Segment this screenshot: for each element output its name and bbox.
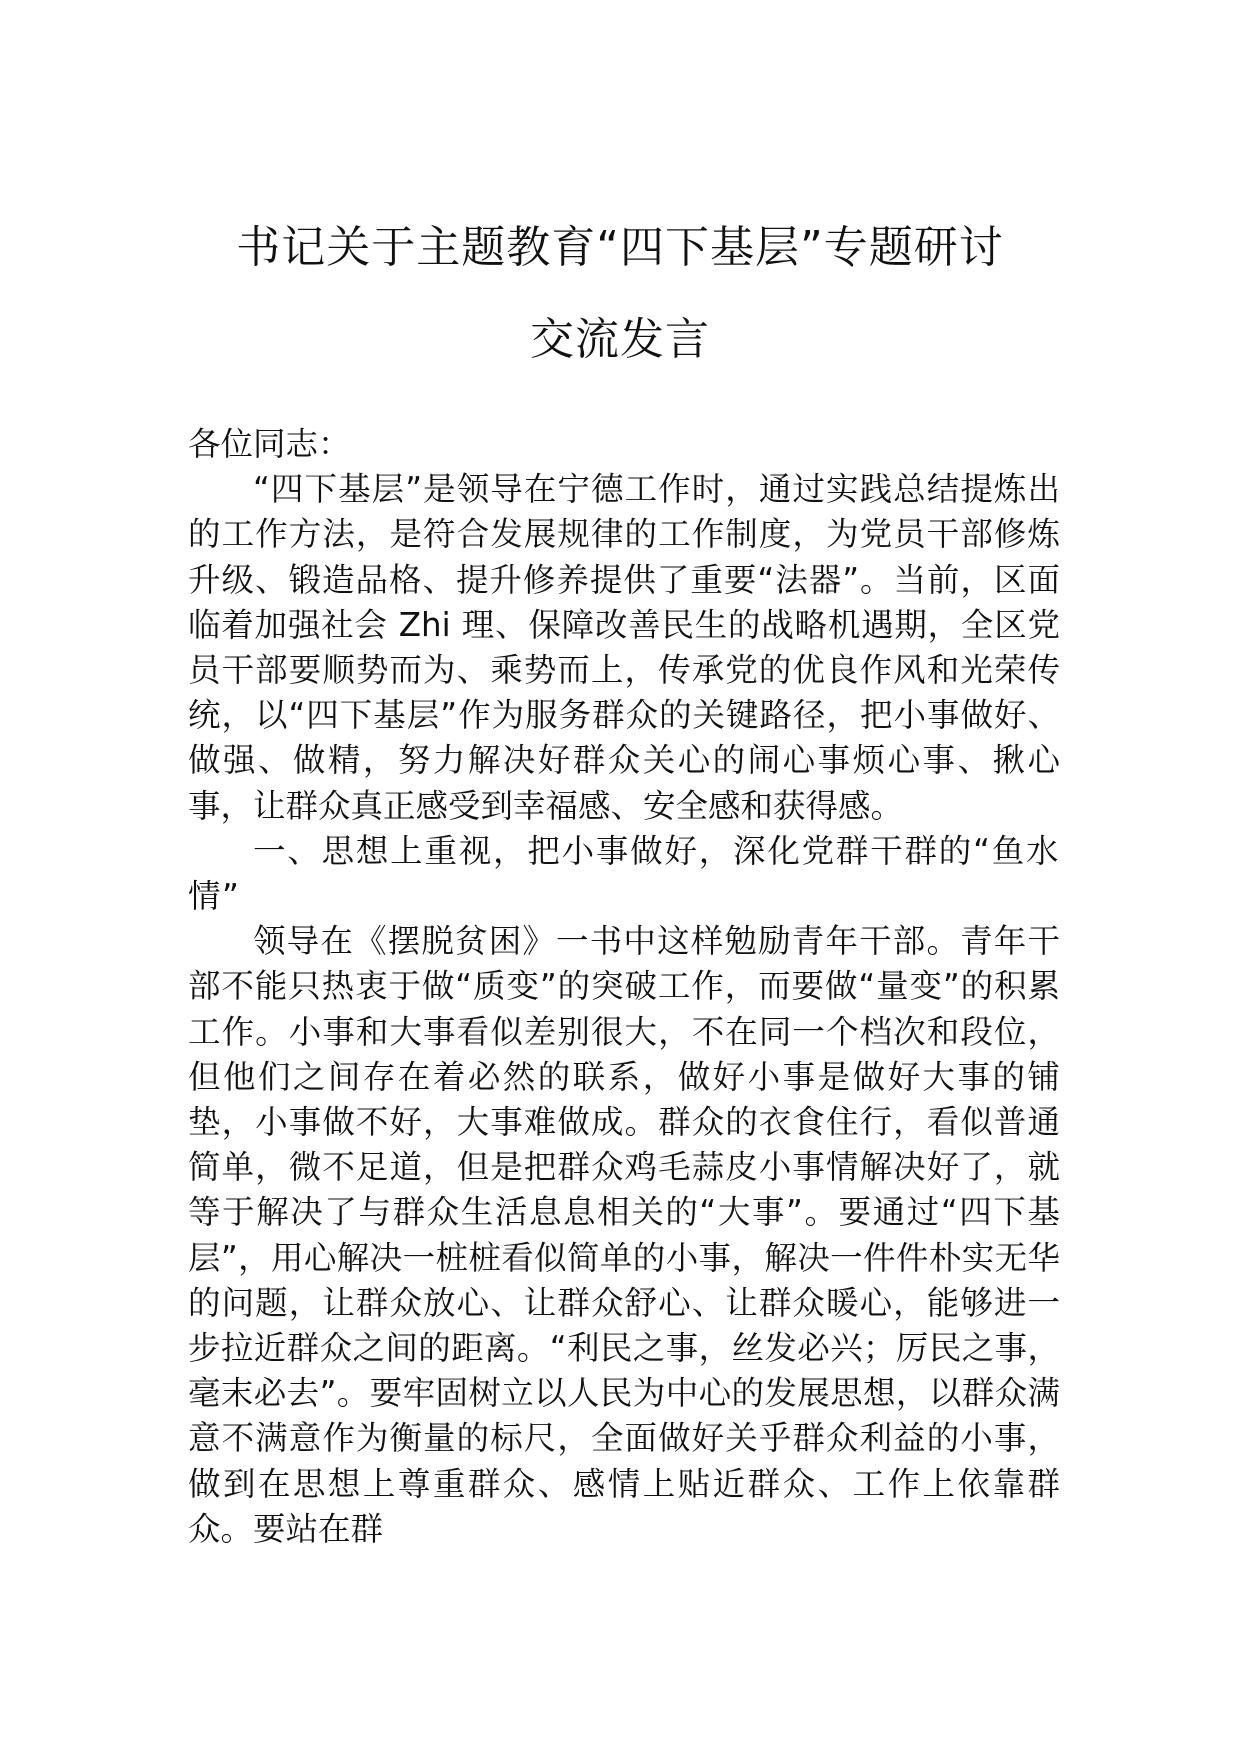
document-body <box>188 422 1060 1552</box>
salutation: 各位同志： <box>188 425 351 463</box>
document-title-line-2: 交流发言 <box>530 314 710 365</box>
document-title-line-1: 书记关于主题教育“四下基层”专题研讨 <box>236 222 1004 273</box>
paragraph-intro: “四下基层”是领导在宁德工作时，通过实践总结提炼出的工作方法，是符合发展规律的工作制度，为党员干部修炼升级、锻造品格、提升修养提供了重要“法器”。当前，区面临着加强社会 Zhi 理、保障改善民生的战略机遇期，全区党员干部要顺势而为、乘势而上，传承党的优良作风和光荣传统，以“四下基层”作为服务群众的关键路径，把小事做好、做强、做精，努力解决好群众关心的闹心事烦心事、揪心事，让群众真正感受到幸福感、安全感和获得感。 <box>188 470 1060 825</box>
section-heading-1: 一、思想上重视，把小事做好，深化党群干群的“鱼水情” <box>188 831 1060 916</box>
paragraph-section-1: 领导在《摆脱贫困》一书中这样勉励青年干部。青年干部不能只热衷于做“质变”的突破工作，而要做“量变”的积累工作。小事和大事看似差别很大，不在同一个档次和段位，但他们之间存在着必然的联系，做好小事是做好大事的铺垫，小事做不好，大事难做成。群众的衣食住行，看似普通简单，微不足道，但是把群众鸡毛蒜皮小事情解决好了，就等于解决了与群众生活息息相关的“大事”。要通过“四下基层”，用心解决一桩桩看似简单的小事，解决一件件朴实无华的问题，让群众放心、让群众舒心、让群众暖心，能够进一步拉近群众之间的距离。“利民之事，丝发必兴；厉民之事，毫末必去”。要牢固树立以人民为中心的发展思想，以群众满意不满意作为衡量的标尺，全面做好关乎群众利益的小事，做到在思想上尊重群众、感情上贴近群众、工作上依靠群众。要站在群 <box>188 922 1060 1548</box>
